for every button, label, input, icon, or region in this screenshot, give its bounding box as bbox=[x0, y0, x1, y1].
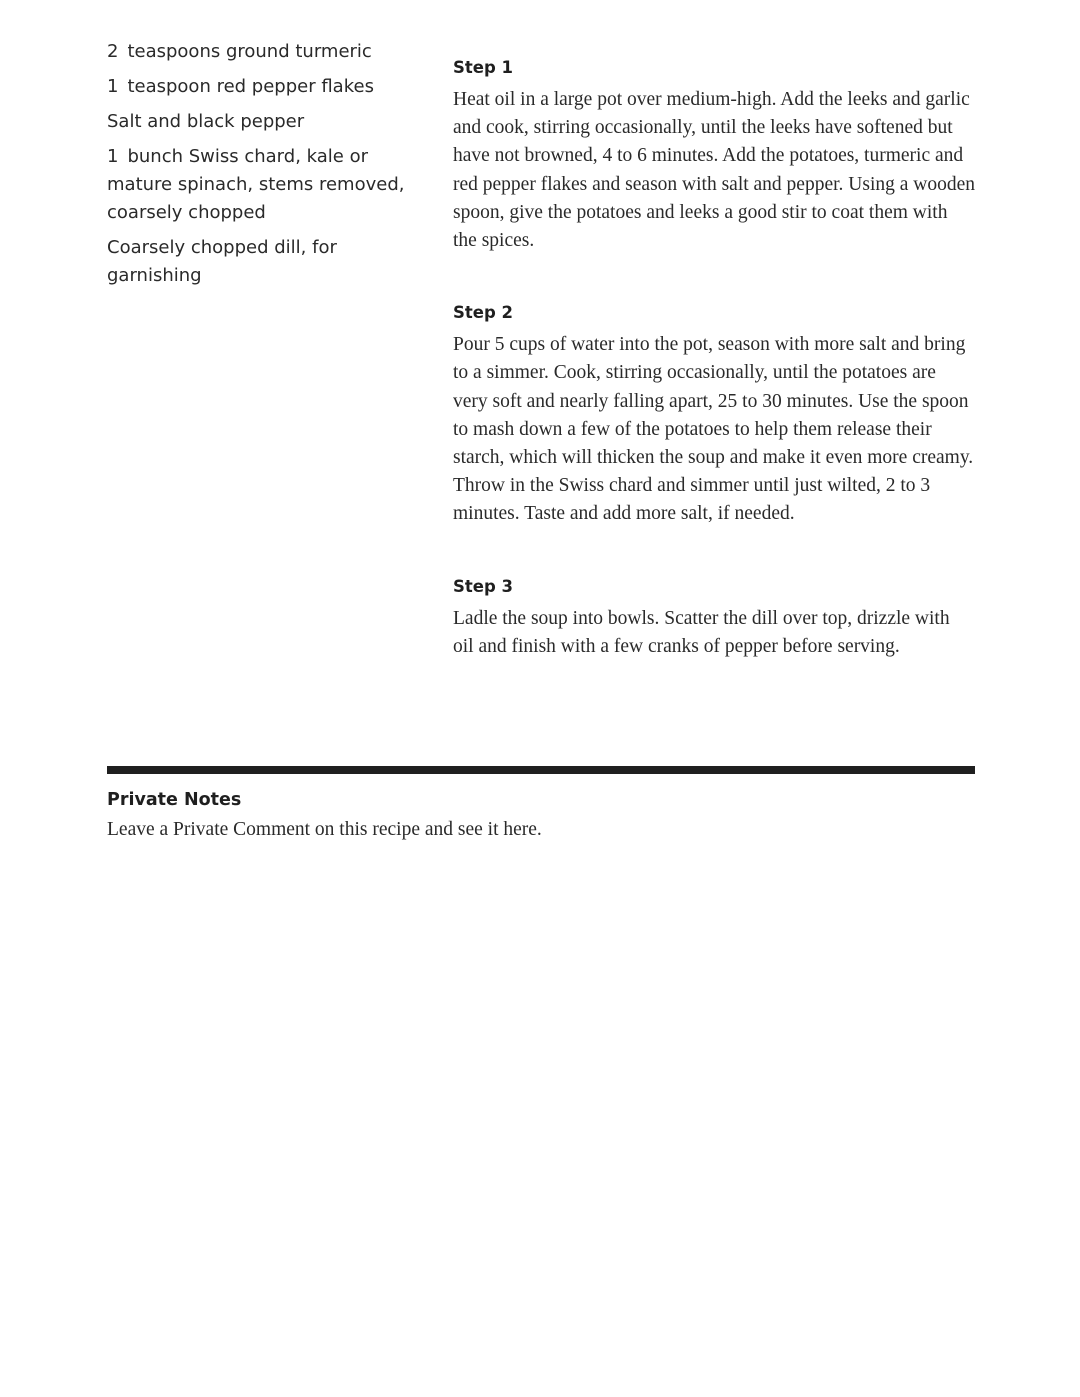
ingredient-text: teaspoons ground turmeric bbox=[127, 41, 372, 62]
ingredient-item bbox=[107, 38, 407, 66]
recipe-body bbox=[107, 38, 975, 721]
step-text: Ladle the soup into bowls. Scatter the dill over top, drizzle with oil and finish with a few cranks of pepper before serving. bbox=[453, 607, 950, 657]
private-notes-section bbox=[107, 786, 975, 844]
ingredient-item bbox=[107, 108, 407, 136]
step-3 bbox=[453, 573, 975, 661]
step-1 bbox=[453, 54, 975, 255]
recipe-columns bbox=[107, 38, 975, 721]
ingredient-text: Salt and black pepper bbox=[107, 111, 305, 132]
step-title: Step 1 bbox=[453, 58, 513, 77]
step-text: Heat oil in a large pot over medium-high. Add the leeks and garlic and cook, stirring occasionally, until the leeks have softened but have not browned, 4 to 6 minutes. Add the potatoes, turmeric and red pepper flakes and season with salt and pepper. Using a wooden spoon, give the potatoes and leeks a good stir to coat them with the spices. bbox=[453, 89, 976, 252]
step-text: Pour 5 cups of water into the pot, season with more salt and bring to a simmer. Cook, stirring occasionally, until the potatoes are very soft and nearly falling apart, 25 to 30 minutes. Use the spoon to mash down a few of the potatoes to help them release their starch, which will thicken the soup and make it even more creamy. Throw in the Swiss chard and simmer until just wilted, 2 to 3 minutes. Taste and add more salt, if needed. bbox=[453, 334, 974, 525]
private-notes-text: Leave a Private Comment on this recipe and see it here. bbox=[107, 819, 542, 840]
step-title: Step 2 bbox=[453, 303, 513, 323]
ingredient-item bbox=[107, 234, 407, 290]
ingredient-list bbox=[107, 38, 407, 297]
ingredient-text: teaspoon red pepper flakes bbox=[127, 76, 374, 97]
ingredient-quantity: 2 bbox=[107, 41, 119, 62]
preparation-steps bbox=[453, 54, 975, 705]
section-divider bbox=[107, 766, 975, 774]
ingredient-item bbox=[107, 143, 407, 227]
step-title: Step 3 bbox=[453, 576, 513, 596]
private-notes-title: Private Notes bbox=[107, 790, 242, 810]
ingredient-text: Coarsely chopped dill, for garnishing bbox=[107, 237, 337, 286]
ingredient-item bbox=[107, 73, 407, 101]
ingredient-quantity: 1 bbox=[107, 76, 119, 97]
ingredient-text: bunch Swiss chard, kale or mature spinach, stems removed, coarsely chopped bbox=[107, 146, 405, 223]
step-2 bbox=[453, 299, 975, 528]
ingredient-quantity: 1 bbox=[107, 146, 119, 167]
